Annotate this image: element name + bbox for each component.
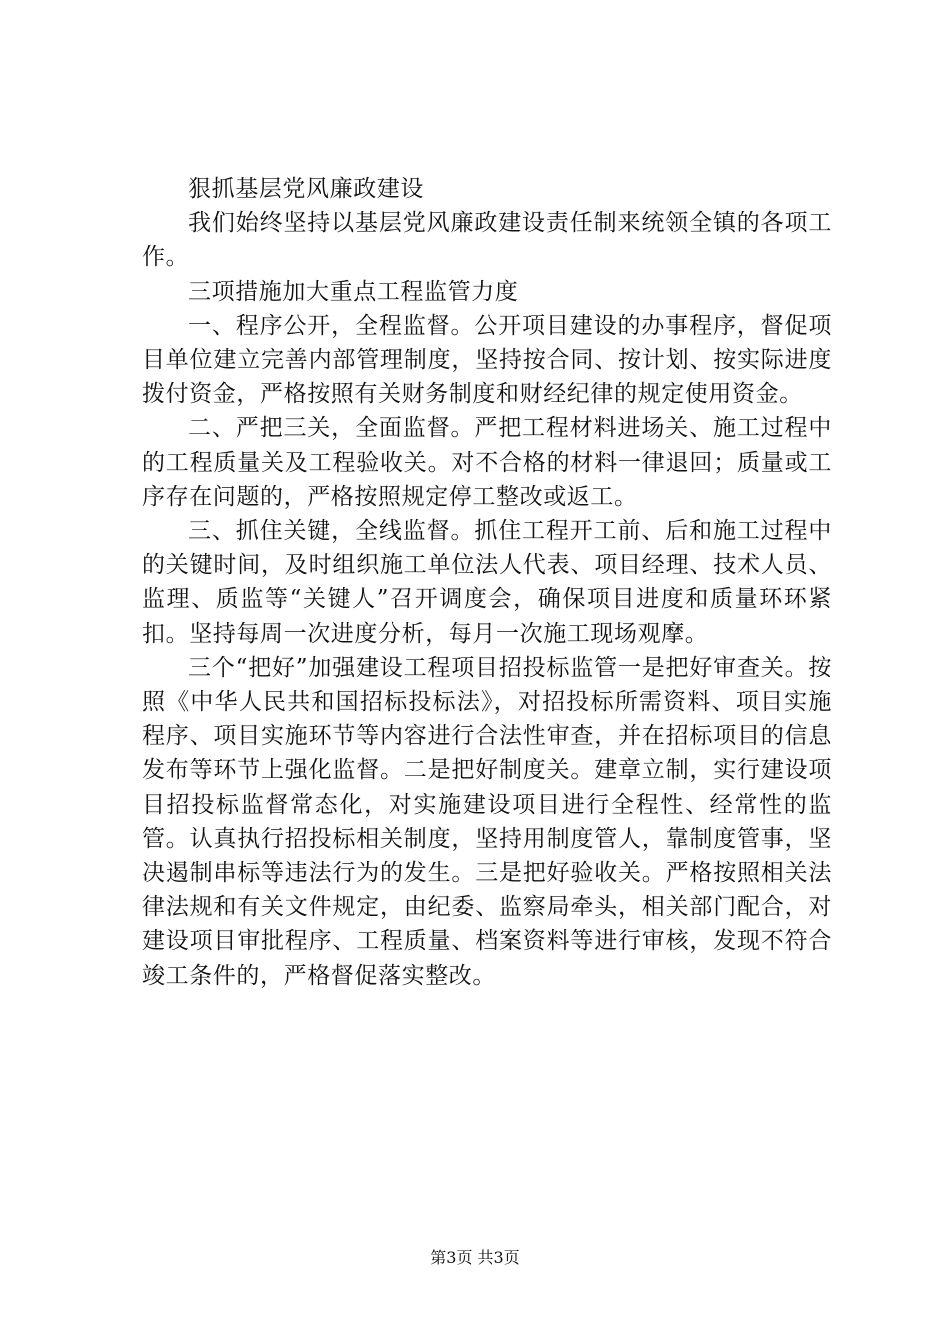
page-number-footer: 第3页 共3页 bbox=[430, 1248, 520, 1267]
paragraph-3: 二、严把三关，全面监督。严把工程材料进场关、施工过程中的工程质量关及工程验收关。对不合格的材料一律退回；质量或工序存在问题的，严格按照规定停工整改或返工。 bbox=[142, 415, 832, 510]
paragraph-2: 一、程序公开，全程监督。公开项目建设的办事程序，督促项目单位建立完善内部管理制度，坚持按合同、按计划、按实际进度拨付资金，严格按照有关财务制度和财经纪律的规定使用资金。 bbox=[142, 312, 832, 408]
paragraph-1: 我们始终坚持以基层党风廉政建设责任制来统领全镇的各项工作。 bbox=[142, 210, 832, 271]
paragraph-5: 三个“把好”加强建设工程项目招投标监管一是把好审查关。按照《中华人民共和国招标投标法》，对招投标所需资料、项目实施程序、项目实施环节等内容进行合法性审查，并在招标项目的信息发布等环节上强化监督。二是把好制度关。建章立制，实行建设项目招投标监督常态化，对实施建设项目进行全程性、经常性的监管。认真执行招投标相关制度，坚持用制度管人，靠制度管事，坚决遏制串标等违法行为的发生。三是把好验收关。严格按照相关法律法规和有关文件规定，由纪委、监察局牵头，相关部门配合，对建设项目审批程序、工程质量、档案资料等进行审核，发现不符合竣工条件的，严格督促落实整改。 bbox=[142, 654, 832, 989]
paragraph-4: 三、抓住关键，全线监督。抓住工程开工前、后和施工过程中的关键时间，及时组织施工单位法人代表、项目经理、技术人员、监理、质监等“关键人”召开调度会，确保项目进度和质量环环紧扣。坚持每周一次进度分析，每月一次施工现场观摩。 bbox=[142, 518, 832, 647]
paragraph-heading-2: 三项措施加大重点工程监管力度 bbox=[188, 278, 519, 305]
document-body bbox=[142, 172, 832, 993]
paragraph-heading-1: 狠抓基层党风廉政建设 bbox=[188, 176, 424, 202]
